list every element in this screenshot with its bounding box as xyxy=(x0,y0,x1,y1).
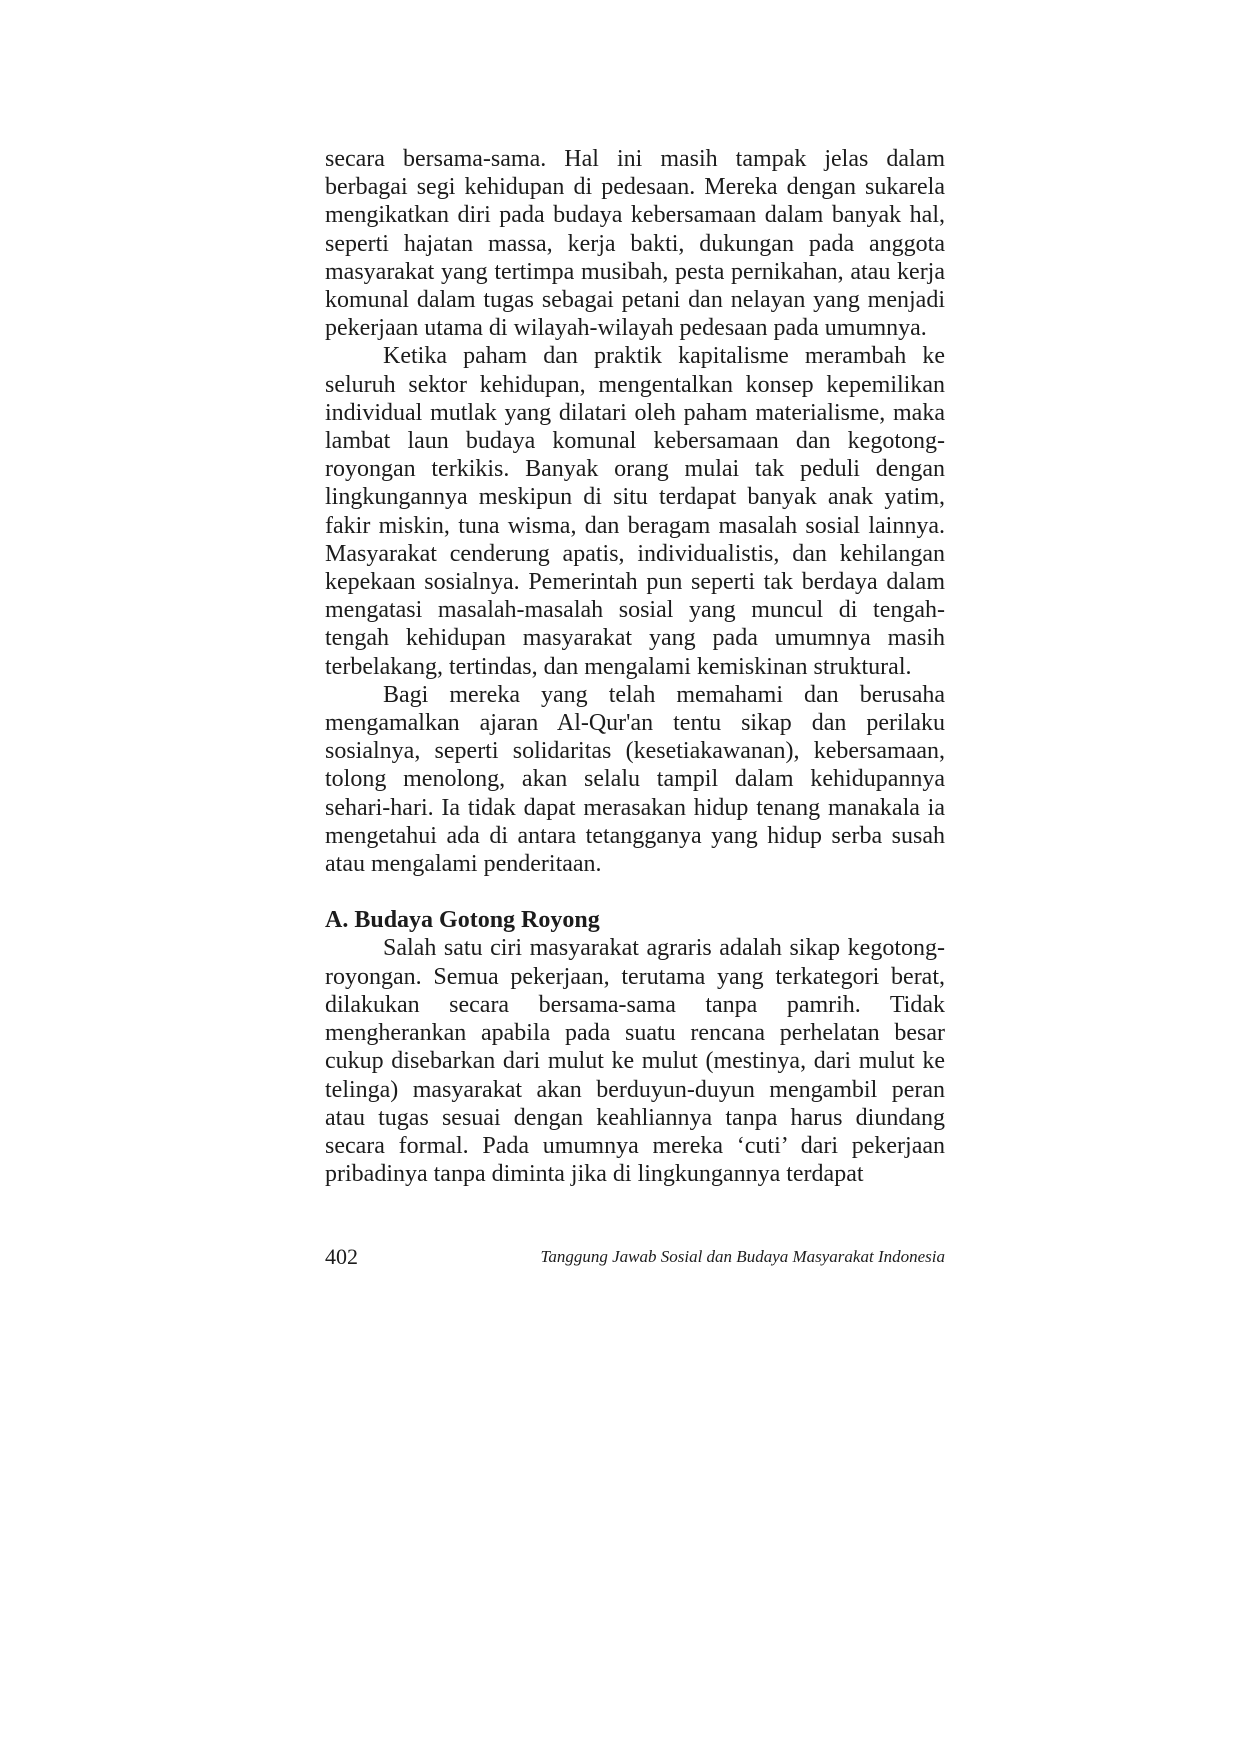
page-number: 402 xyxy=(325,1244,358,1269)
page-footer xyxy=(325,1244,945,1274)
paragraph-3: Bagi mereka yang telah memahami dan berusaha mengamalkan ajaran Al-Qur'an tentu sikap dan perilaku sosialnya, seperti solidaritas (kesetiakawanan), kebersamaan, tolong menolong, akan selalu tampil dalam kehidupannya sehari-hari. Ia tidak dapat merasakan hidup tenang manakala ia mengetahui ada di antara tetangganya yang hidup serba susah atau mengalami penderitaan. xyxy=(325,681,945,878)
section-heading: A. Budaya Gotong Royong xyxy=(325,907,600,934)
paragraph-1: secara bersama-sama. Hal ini masih tampak jelas dalam berbagai segi kehidupan di pedesaan. Mereka dengan sukarela mengikatkan diri pada budaya kebersamaan dalam banyak hal, seperti hajatan massa, kerja bakti, dukungan pada anggota masyarakat yang tertimpa musibah, pesta pernikahan, atau kerja komunal dalam tugas sebagai petani dan nelayan yang menjadi pekerjaan utama di wilayah-wilayah pedesaan pada umumnya. xyxy=(325,146,945,342)
running-title: Tanggung Jawab Sosial dan Budaya Masyarakat Indonesia xyxy=(540,1247,945,1266)
body-text xyxy=(325,145,945,1188)
paragraph-4: Salah satu ciri masyarakat agraris adalah sikap kegotong-royongan. Semua pekerjaan, terutama yang terkategori berat, dilakukan secara bersama-sama tanpa pamrih. Tidak mengherankan apabila pada suatu rencana perhelatan besar cukup disebarkan dari mulut ke mulut (mestinya, dari mulut ke telinga) masyarakat akan berduyun-duyun mengambil peran atau tugas sesuai dengan keahliannya tanpa harus diundang secara formal. Pada umumnya mereka ‘cuti’ dari pekerjaan pribadinya tanpa diminta jika di lingkungannya terdapat xyxy=(325,935,945,1188)
paragraph-2: Ketika paham dan praktik kapitalisme merambah ke seluruh sektor kehidupan, mengentalkan konsep kepemilikan individual mutlak yang dilatari oleh paham materialisme, maka lambat laun budaya komunal kebersamaan dan kegotong-royongan terkikis. Banyak orang mulai tak peduli dengan lingkungannya meskipun di situ terdapat banyak anak yatim, fakir miskin, tuna wisma, dan beragam masalah sosial lainnya. Masyarakat cenderung apatis, individualistis, dan kehilangan kepekaan sosialnya. Pemerintah pun seperti tak berdaya dalam mengatasi masalah-masalah sosial yang muncul di tengah-tengah kehidupan masyarakat yang pada umumnya masih terbelakang, tertindas, dan mengalami kemiskinan struktural. xyxy=(325,343,945,680)
